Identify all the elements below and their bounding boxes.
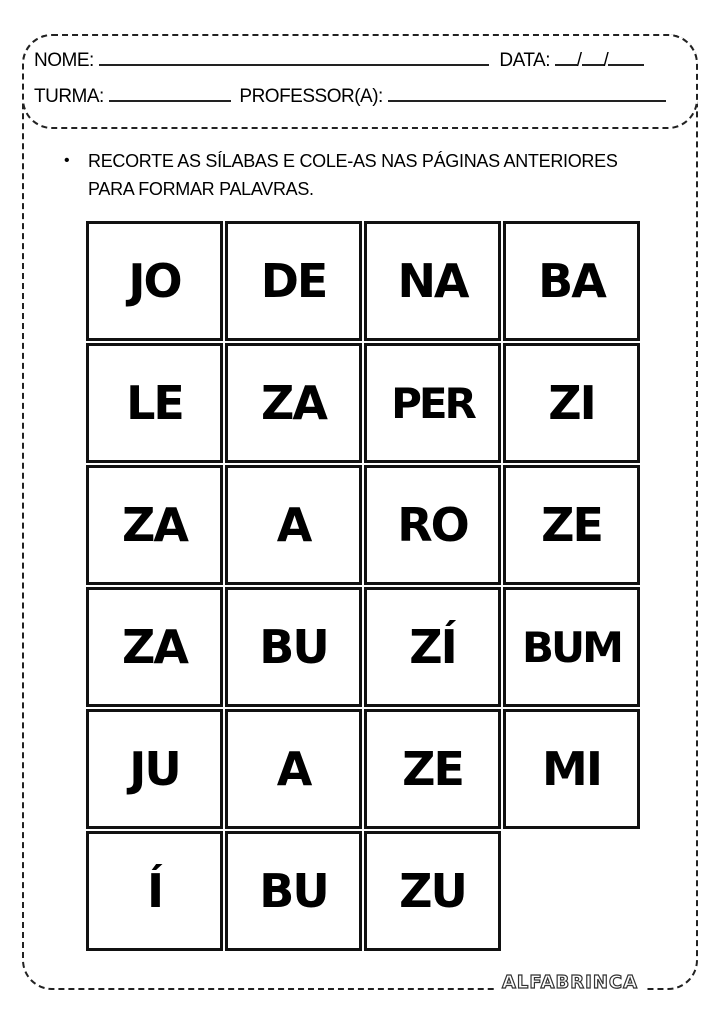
name-label: NOME: — [34, 50, 94, 71]
bullet-icon: • — [64, 152, 70, 169]
syllable-card[interactable]: ZE — [503, 465, 640, 585]
syllable-grid — [86, 221, 640, 951]
instruction-line-2: PARA FORMAR PALAVRAS. — [88, 179, 314, 199]
date-label: DATA: — [499, 50, 550, 71]
syllable-card[interactable]: NA — [364, 221, 501, 341]
syllable-card[interactable]: BU — [225, 831, 362, 951]
syllable-card[interactable]: PER — [364, 343, 501, 463]
syllable-card[interactable]: ZU — [364, 831, 501, 951]
syllable-card[interactable]: LE — [86, 343, 223, 463]
instruction-line-1: RECORTE AS SÍLABAS E COLE-AS NAS PÁGINAS ANTERIORES — [88, 151, 618, 171]
class-row — [34, 86, 666, 108]
syllable-card[interactable]: JO — [86, 221, 223, 341]
student-info-box — [22, 34, 698, 129]
syllable-card[interactable]: MI — [503, 709, 640, 829]
name-row: NOME: DATA: / / — [34, 50, 644, 72]
teacher-label: PROFESSOR(A): — [239, 86, 383, 107]
date-month-field[interactable] — [582, 50, 604, 66]
syllable-card[interactable]: ZE — [364, 709, 501, 829]
syllable-card[interactable]: A — [225, 465, 362, 585]
syllable-card[interactable]: ZA — [225, 343, 362, 463]
syllable-card[interactable]: DE — [225, 221, 362, 341]
brand-logo: ALFABRINCA — [496, 972, 644, 993]
class-label: TURMA: — [34, 86, 104, 107]
syllable-card[interactable]: ZA — [86, 465, 223, 585]
syllable-card[interactable]: BUM — [503, 587, 640, 707]
syllable-card[interactable]: ZA — [86, 587, 223, 707]
syllable-card[interactable]: BA — [503, 221, 640, 341]
syllable-card[interactable]: ZI — [503, 343, 640, 463]
syllable-card[interactable]: BU — [225, 587, 362, 707]
syllable-card[interactable]: RO — [364, 465, 501, 585]
instruction — [64, 147, 644, 203]
date-day-field[interactable] — [555, 50, 577, 66]
name-field[interactable] — [99, 50, 489, 66]
syllable-card[interactable]: A — [225, 709, 362, 829]
teacher-field[interactable] — [388, 86, 666, 102]
syllable-card[interactable]: ZÍ — [364, 587, 501, 707]
class-field[interactable] — [109, 86, 231, 102]
syllable-card[interactable]: JU — [86, 709, 223, 829]
syllable-card[interactable]: Í — [86, 831, 223, 951]
date-year-field[interactable] — [608, 50, 644, 66]
